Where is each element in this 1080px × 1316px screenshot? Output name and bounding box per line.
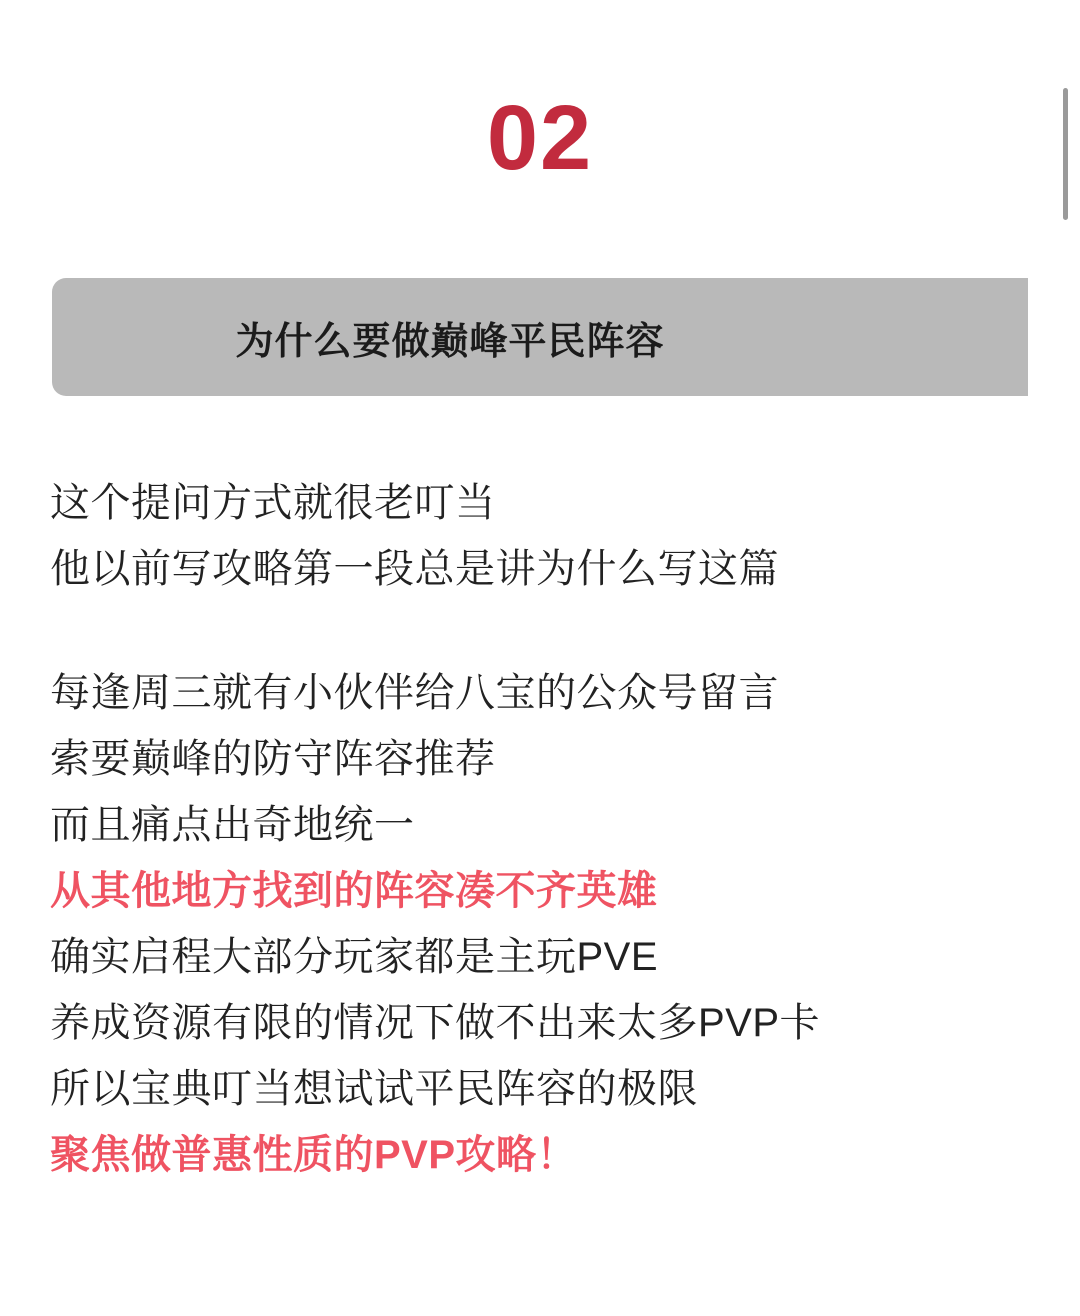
text-line: 索要巅峰的防守阵容推荐 — [50, 737, 496, 781]
section-heading-text: 为什么要做巅峰平民阵容 — [235, 320, 665, 363]
text-line: 每逢周三就有小伙伴给八宝的公众号留言 — [50, 671, 779, 715]
paragraph-spacer — [50, 602, 1030, 660]
text-line: 养成资源有限的情况下做不出来太多PVP卡 — [50, 1001, 821, 1045]
text-line-highlight: 聚焦做普惠性质的PVP攻略！ — [50, 1133, 578, 1177]
text-line: 确实启程大部分玩家都是主玩PVE — [50, 935, 659, 979]
section-heading-bar — [52, 278, 1028, 396]
text-line: 而且痛点出奇地统一 — [50, 803, 415, 847]
body-text-block — [50, 470, 1030, 1188]
paragraph-2 — [50, 660, 1030, 1188]
text-line: 这个提问方式就很老叮当 — [50, 481, 496, 525]
text-line-highlight: 从其他地方找到的阵容凑不齐英雄 — [50, 869, 658, 913]
scrollbar-indicator[interactable] — [1063, 88, 1068, 220]
paragraph-1 — [50, 470, 1030, 602]
text-line: 他以前写攻略第一段总是讲为什么写这篇 — [50, 547, 779, 591]
text-line: 所以宝典叮当想试试平民阵容的极限 — [50, 1067, 698, 1111]
section-number: 02 — [486, 87, 594, 189]
